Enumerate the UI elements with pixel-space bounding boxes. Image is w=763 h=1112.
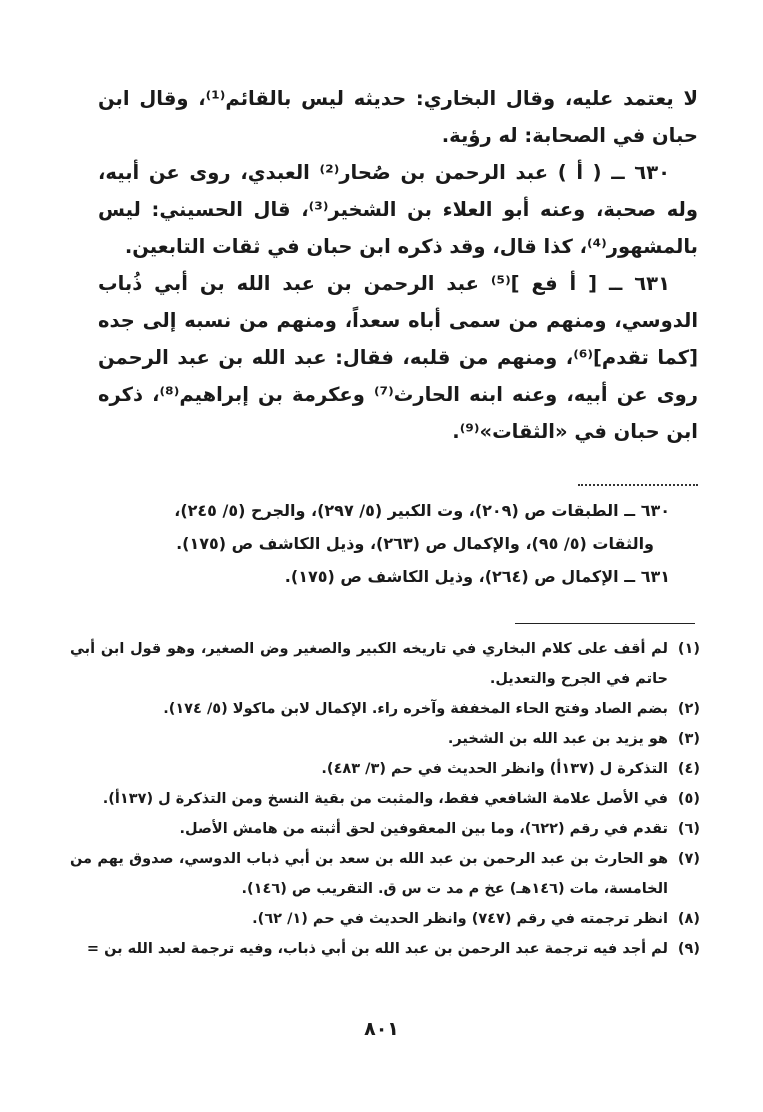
footnote-text: لم أجد فيه ترجمة عبد الرحمن بن عبد الله بن أبي ذباب، وفيه ترجمة لعبد الله بن = [86,941,668,957]
footnote-number: (٧) [677,851,700,867]
footnote-number: (٦) [677,821,700,837]
footnote [70,724,700,754]
footnote-text: في الأصل علامة الشافعي فقط، والمثبت من بقية النسخ ومن التذكرة ل (١٣٧أ). [102,791,668,807]
footnote-number: (٤) [677,761,700,777]
footnote [70,814,700,844]
footnote-text: بضم الصاد وفتح الحاء المخففة وآخره راء. الإكمال لابن ماكولا (٥/ ١٧٤). [163,701,668,717]
footnote-number: (٢) [677,701,700,717]
footnote-text: التذكرة ل (١٣٧أ) وانظر الحديث في حم (٣/ ٤٨٣). [321,761,668,777]
page-number: ٨٠١ [364,1018,399,1040]
paragraph-continuation: لا يعتمد عليه، وقال البخاري: حديثه ليس بالقائم⁽¹⁾، وقال ابن حبان في الصحابة: له رؤية. [98,87,698,147]
footnote-text: هو يزيد بن عبد الله بن الشخير. [447,731,668,747]
footnote-number: (٩) [677,941,700,957]
entry-630: ٦٣٠ ــ ( أ ) عبد الرحمن بن صُحار⁽²⁾ العبدي، روى عن أبيه، وله صحبة، وعنه أبو العلاء بن الشخير⁽³⁾، قال الحسيني: ليس بالمشهور⁽⁴⁾، كذا قال، وقد ذكره ابن حبان في ثقات التابعين. [98,161,698,258]
source-631: ٦٣١ ــ الإكمال ص (٢٦٤)، وذيل الكاشف ص (١٧٥). [284,567,670,586]
source-630: ٦٣٠ ــ الطبقات ص (٢٠٩)، وت الكبير (٥/ ٢٩٧)، والجرح (٥/ ٢٤٥)، [174,501,670,520]
footnote-number: (١) [677,641,700,657]
footnote [70,844,700,904]
footnote [70,754,700,784]
footnote-text: تقدم في رقم (٦٢٢)، وما بين المعقوفين لحق أثبته من هامش الأصل. [179,821,668,837]
dotted-separator [578,474,698,486]
footnote-number: (٨) [677,911,700,927]
footnote [70,634,700,694]
footnote [70,784,700,814]
footnote [70,934,700,964]
footnote [70,694,700,724]
footnotes [70,634,700,964]
footnote-text: هو الحارث بن عبد الرحمن بن عبد الله بن سعد بن أبي ذباب الدوسي، صدوق يهم من الخامسة، مات (١٤٦هـ) عخ م مد ت س ق. التقريب ص (١٤٦). [70,851,668,897]
source-630-continued: والثقات (٥/ ٩٥)، والإكمال ص (٢٦٣)، وذيل الكاشف ص (١٧٥). [176,534,654,553]
main-text [98,80,698,450]
footnote-number: (٣) [677,731,700,747]
footnote-number: (٥) [677,791,700,807]
entry-631: ٦٣١ ــ [ أ فع ]⁽⁵⁾ عبد الرحمن بن عبد الله بن أبي ذُباب الدوسي، ومنهم من سمى أباه سعداً، ومنهم من نسبه إلى جده [كما تقدم]⁽⁶⁾، ومنهم من قلبه، فقال: عبد الله بن عبد الرحمن روى عن أبيه، وعنه ابنه الحارث⁽⁷⁾ وعكرمة بن إبراهيم⁽⁸⁾، ذكره ابن حبان في «الثقات»⁽⁹⁾. [98,272,698,443]
footnote [70,904,700,934]
footnote-rule [515,623,695,624]
sources-section [98,494,698,593]
footnote-text: انظر ترجمته في رقم (٧٤٧) وانظر الحديث في حم (١/ ٦٢). [252,911,668,927]
footnote-text: لم أقف على كلام البخاري في تاريخه الكبير والصغير وض الصغير، وهو قول ابن أبي حاتم في الجرح والتعديل. [70,641,668,687]
